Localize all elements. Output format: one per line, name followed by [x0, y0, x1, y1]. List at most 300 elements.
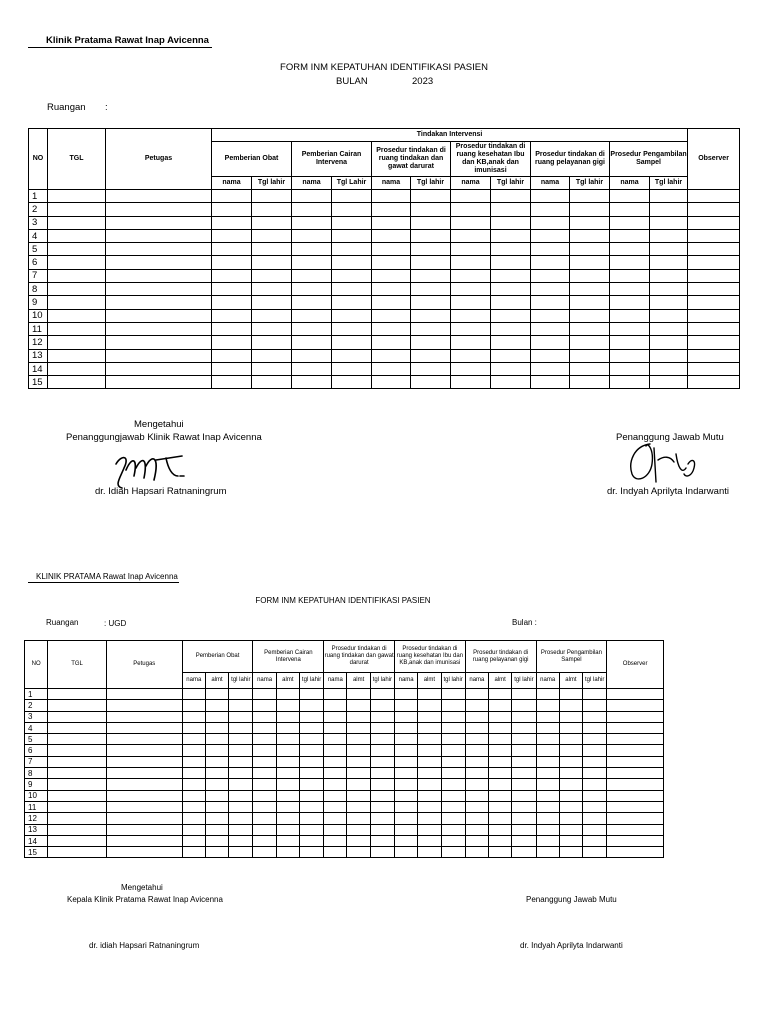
entry-cell[interactable]: [372, 336, 411, 349]
entry-cell-2[interactable]: [583, 847, 607, 858]
entry-cell[interactable]: [610, 229, 650, 242]
entry-cell-2[interactable]: [276, 700, 299, 711]
entry-cell[interactable]: [292, 229, 332, 242]
entry-cell[interactable]: [48, 322, 106, 335]
entry-cell[interactable]: [491, 349, 531, 362]
entry-cell-2[interactable]: [229, 847, 253, 858]
entry-cell-2[interactable]: [607, 790, 664, 801]
entry-cell-2[interactable]: [299, 756, 323, 767]
entry-cell[interactable]: [531, 362, 570, 375]
entry-cell-2[interactable]: [512, 801, 536, 812]
entry-cell-2[interactable]: [324, 700, 347, 711]
entry-cell-2[interactable]: [299, 835, 323, 846]
entry-cell-2[interactable]: [489, 722, 512, 733]
entry-cell-2[interactable]: [229, 700, 253, 711]
entry-cell-2[interactable]: [512, 689, 536, 700]
entry-cell-2[interactable]: [395, 700, 418, 711]
entry-cell[interactable]: [212, 243, 252, 256]
entry-cell[interactable]: [292, 376, 332, 389]
entry-cell-2[interactable]: [418, 700, 441, 711]
entry-cell[interactable]: [106, 216, 212, 229]
entry-cell-2[interactable]: [182, 847, 205, 858]
entry-cell[interactable]: [292, 243, 332, 256]
entry-cell[interactable]: [491, 229, 531, 242]
entry-cell[interactable]: [212, 256, 252, 269]
entry-cell-2[interactable]: [465, 689, 488, 700]
entry-cell[interactable]: [106, 229, 212, 242]
entry-cell-2[interactable]: [299, 734, 323, 745]
entry-cell-2[interactable]: [418, 756, 441, 767]
entry-cell-2[interactable]: [512, 779, 536, 790]
entry-cell-2[interactable]: [324, 835, 347, 846]
entry-cell[interactable]: [372, 349, 411, 362]
entry-cell[interactable]: [372, 203, 411, 216]
entry-cell[interactable]: [252, 269, 292, 282]
entry-cell[interactable]: [491, 190, 531, 203]
entry-cell-2[interactable]: [583, 745, 607, 756]
entry-cell-2[interactable]: [489, 734, 512, 745]
entry-cell-2[interactable]: [106, 768, 182, 779]
entry-cell-2[interactable]: [489, 711, 512, 722]
entry-cell[interactable]: [610, 362, 650, 375]
entry-cell[interactable]: [106, 376, 212, 389]
entry-cell-2[interactable]: [370, 734, 394, 745]
entry-cell[interactable]: [610, 309, 650, 322]
entry-cell-2[interactable]: [276, 745, 299, 756]
entry-cell-2[interactable]: [559, 801, 582, 812]
entry-cell[interactable]: [531, 322, 570, 335]
entry-cell-2[interactable]: [48, 711, 107, 722]
entry-cell-2[interactable]: [370, 824, 394, 835]
entry-cell-2[interactable]: [229, 813, 253, 824]
entry-cell-2[interactable]: [276, 835, 299, 846]
entry-cell[interactable]: [48, 376, 106, 389]
entry-cell[interactable]: [491, 322, 531, 335]
entry-cell[interactable]: [531, 309, 570, 322]
entry-cell-2[interactable]: [347, 700, 370, 711]
entry-cell[interactable]: [650, 376, 688, 389]
entry-cell[interactable]: [570, 269, 610, 282]
entry-cell[interactable]: [650, 349, 688, 362]
entry-cell[interactable]: [650, 309, 688, 322]
entry-cell-2[interactable]: [48, 824, 107, 835]
entry-cell[interactable]: [610, 296, 650, 309]
entry-cell[interactable]: [252, 203, 292, 216]
entry-cell-2[interactable]: [205, 756, 228, 767]
entry-cell-2[interactable]: [536, 779, 559, 790]
entry-cell[interactable]: [531, 269, 570, 282]
entry-cell-2[interactable]: [347, 801, 370, 812]
entry-cell-2[interactable]: [276, 779, 299, 790]
entry-cell[interactable]: [48, 362, 106, 375]
entry-cell[interactable]: [411, 256, 451, 269]
entry-cell-2[interactable]: [370, 689, 394, 700]
entry-cell[interactable]: [106, 203, 212, 216]
entry-cell-2[interactable]: [106, 847, 182, 858]
entry-cell-2[interactable]: [106, 756, 182, 767]
entry-cell[interactable]: [688, 190, 740, 203]
entry-cell[interactable]: [451, 256, 491, 269]
entry-cell-2[interactable]: [489, 847, 512, 858]
entry-cell-2[interactable]: [229, 779, 253, 790]
entry-cell-2[interactable]: [465, 711, 488, 722]
entry-cell[interactable]: [531, 376, 570, 389]
entry-cell-2[interactable]: [512, 722, 536, 733]
entry-cell-2[interactable]: [465, 813, 488, 824]
entry-cell-2[interactable]: [395, 847, 418, 858]
entry-cell[interactable]: [292, 203, 332, 216]
entry-cell-2[interactable]: [48, 801, 107, 812]
entry-cell-2[interactable]: [253, 801, 276, 812]
entry-cell-2[interactable]: [370, 711, 394, 722]
entry-cell[interactable]: [292, 256, 332, 269]
entry-cell-2[interactable]: [395, 813, 418, 824]
entry-cell-2[interactable]: [299, 824, 323, 835]
entry-cell-2[interactable]: [253, 722, 276, 733]
entry-cell[interactable]: [372, 296, 411, 309]
entry-cell[interactable]: [332, 322, 372, 335]
entry-cell-2[interactable]: [441, 824, 465, 835]
entry-cell[interactable]: [570, 296, 610, 309]
entry-cell-2[interactable]: [395, 711, 418, 722]
entry-cell[interactable]: [292, 309, 332, 322]
entry-cell-2[interactable]: [418, 734, 441, 745]
entry-cell-2[interactable]: [395, 722, 418, 733]
entry-cell-2[interactable]: [489, 813, 512, 824]
entry-cell[interactable]: [332, 256, 372, 269]
entry-cell[interactable]: [212, 269, 252, 282]
entry-cell[interactable]: [212, 376, 252, 389]
entry-cell-2[interactable]: [299, 711, 323, 722]
entry-cell-2[interactable]: [324, 734, 347, 745]
entry-cell[interactable]: [292, 336, 332, 349]
entry-cell-2[interactable]: [607, 722, 664, 733]
entry-cell-2[interactable]: [418, 689, 441, 700]
entry-cell-2[interactable]: [370, 790, 394, 801]
entry-cell-2[interactable]: [395, 790, 418, 801]
entry-cell-2[interactable]: [253, 756, 276, 767]
entry-cell-2[interactable]: [418, 711, 441, 722]
entry-cell-2[interactable]: [536, 689, 559, 700]
entry-cell-2[interactable]: [607, 835, 664, 846]
entry-cell-2[interactable]: [489, 779, 512, 790]
entry-cell[interactable]: [491, 362, 531, 375]
entry-cell-2[interactable]: [48, 847, 107, 858]
entry-cell-2[interactable]: [489, 756, 512, 767]
entry-cell-2[interactable]: [48, 689, 107, 700]
entry-cell[interactable]: [688, 322, 740, 335]
entry-cell-2[interactable]: [441, 801, 465, 812]
entry-cell[interactable]: [252, 309, 292, 322]
entry-cell-2[interactable]: [324, 847, 347, 858]
entry-cell[interactable]: [252, 283, 292, 296]
entry-cell-2[interactable]: [205, 813, 228, 824]
entry-cell[interactable]: [411, 203, 451, 216]
entry-cell-2[interactable]: [489, 824, 512, 835]
entry-cell[interactable]: [411, 296, 451, 309]
entry-cell-2[interactable]: [395, 801, 418, 812]
entry-cell-2[interactable]: [441, 813, 465, 824]
entry-cell-2[interactable]: [441, 745, 465, 756]
entry-cell[interactable]: [570, 376, 610, 389]
entry-cell-2[interactable]: [253, 700, 276, 711]
entry-cell-2[interactable]: [347, 689, 370, 700]
entry-cell-2[interactable]: [465, 801, 488, 812]
entry-cell-2[interactable]: [536, 734, 559, 745]
entry-cell-2[interactable]: [559, 745, 582, 756]
entry-cell-2[interactable]: [276, 790, 299, 801]
entry-cell-2[interactable]: [559, 790, 582, 801]
entry-cell[interactable]: [332, 309, 372, 322]
entry-cell-2[interactable]: [253, 790, 276, 801]
entry-cell[interactable]: [292, 283, 332, 296]
entry-cell-2[interactable]: [229, 711, 253, 722]
entry-cell-2[interactable]: [182, 734, 205, 745]
entry-cell[interactable]: [451, 296, 491, 309]
entry-cell-2[interactable]: [489, 768, 512, 779]
entry-cell[interactable]: [650, 336, 688, 349]
entry-cell[interactable]: [688, 362, 740, 375]
entry-cell-2[interactable]: [106, 711, 182, 722]
entry-cell[interactable]: [531, 296, 570, 309]
entry-cell[interactable]: [372, 190, 411, 203]
entry-cell-2[interactable]: [205, 711, 228, 722]
entry-cell-2[interactable]: [253, 847, 276, 858]
entry-cell-2[interactable]: [607, 779, 664, 790]
entry-cell-2[interactable]: [182, 722, 205, 733]
entry-cell-2[interactable]: [106, 722, 182, 733]
entry-cell-2[interactable]: [512, 734, 536, 745]
entry-cell-2[interactable]: [395, 768, 418, 779]
entry-cell-2[interactable]: [395, 824, 418, 835]
entry-cell[interactable]: [451, 283, 491, 296]
entry-cell-2[interactable]: [205, 835, 228, 846]
entry-cell-2[interactable]: [347, 722, 370, 733]
entry-cell[interactable]: [252, 296, 292, 309]
entry-cell-2[interactable]: [347, 824, 370, 835]
entry-cell[interactable]: [106, 362, 212, 375]
entry-cell-2[interactable]: [559, 722, 582, 733]
entry-cell[interactable]: [411, 269, 451, 282]
entry-cell[interactable]: [610, 283, 650, 296]
entry-cell-2[interactable]: [559, 768, 582, 779]
entry-cell-2[interactable]: [559, 813, 582, 824]
entry-cell[interactable]: [252, 256, 292, 269]
entry-cell-2[interactable]: [253, 835, 276, 846]
entry-cell-2[interactable]: [324, 711, 347, 722]
entry-cell-2[interactable]: [48, 779, 107, 790]
entry-cell-2[interactable]: [607, 756, 664, 767]
entry-cell-2[interactable]: [205, 768, 228, 779]
entry-cell-2[interactable]: [347, 790, 370, 801]
entry-cell[interactable]: [372, 376, 411, 389]
entry-cell[interactable]: [451, 190, 491, 203]
entry-cell-2[interactable]: [418, 801, 441, 812]
entry-cell-2[interactable]: [253, 689, 276, 700]
entry-cell-2[interactable]: [182, 779, 205, 790]
entry-cell-2[interactable]: [205, 689, 228, 700]
entry-cell-2[interactable]: [583, 813, 607, 824]
entry-cell[interactable]: [531, 203, 570, 216]
entry-cell-2[interactable]: [299, 847, 323, 858]
entry-cell-2[interactable]: [512, 700, 536, 711]
entry-cell-2[interactable]: [347, 745, 370, 756]
entry-cell-2[interactable]: [441, 711, 465, 722]
entry-cell-2[interactable]: [106, 689, 182, 700]
entry-cell[interactable]: [688, 283, 740, 296]
entry-cell[interactable]: [252, 322, 292, 335]
entry-cell[interactable]: [292, 296, 332, 309]
entry-cell-2[interactable]: [205, 722, 228, 733]
entry-cell-2[interactable]: [489, 745, 512, 756]
entry-cell-2[interactable]: [465, 847, 488, 858]
entry-cell[interactable]: [688, 376, 740, 389]
entry-cell-2[interactable]: [512, 756, 536, 767]
entry-cell-2[interactable]: [536, 745, 559, 756]
entry-cell-2[interactable]: [607, 813, 664, 824]
entry-cell[interactable]: [451, 309, 491, 322]
entry-cell[interactable]: [531, 336, 570, 349]
entry-cell[interactable]: [106, 322, 212, 335]
entry-cell-2[interactable]: [299, 722, 323, 733]
entry-cell[interactable]: [292, 190, 332, 203]
entry-cell-2[interactable]: [489, 835, 512, 846]
entry-cell-2[interactable]: [465, 824, 488, 835]
entry-cell-2[interactable]: [182, 756, 205, 767]
entry-cell[interactable]: [610, 269, 650, 282]
entry-cell[interactable]: [650, 190, 688, 203]
entry-cell-2[interactable]: [536, 790, 559, 801]
entry-cell[interactable]: [688, 349, 740, 362]
entry-cell-2[interactable]: [276, 756, 299, 767]
entry-cell-2[interactable]: [324, 689, 347, 700]
entry-cell-2[interactable]: [441, 768, 465, 779]
entry-cell[interactable]: [332, 336, 372, 349]
entry-cell-2[interactable]: [276, 734, 299, 745]
entry-cell[interactable]: [570, 243, 610, 256]
entry-cell[interactable]: [48, 296, 106, 309]
entry-cell-2[interactable]: [182, 835, 205, 846]
entry-cell[interactable]: [491, 243, 531, 256]
entry-cell-2[interactable]: [276, 824, 299, 835]
entry-cell[interactable]: [212, 296, 252, 309]
entry-cell-2[interactable]: [536, 700, 559, 711]
entry-cell[interactable]: [212, 229, 252, 242]
entry-cell-2[interactable]: [347, 779, 370, 790]
entry-cell-2[interactable]: [395, 756, 418, 767]
entry-cell-2[interactable]: [347, 813, 370, 824]
entry-cell[interactable]: [212, 322, 252, 335]
entry-cell-2[interactable]: [512, 813, 536, 824]
entry-cell-2[interactable]: [253, 711, 276, 722]
entry-cell[interactable]: [252, 190, 292, 203]
entry-cell-2[interactable]: [418, 768, 441, 779]
entry-cell-2[interactable]: [465, 835, 488, 846]
entry-cell[interactable]: [411, 349, 451, 362]
entry-cell-2[interactable]: [182, 824, 205, 835]
entry-cell[interactable]: [48, 203, 106, 216]
entry-cell-2[interactable]: [607, 711, 664, 722]
entry-cell[interactable]: [610, 216, 650, 229]
entry-cell-2[interactable]: [48, 700, 107, 711]
entry-cell-2[interactable]: [370, 801, 394, 812]
entry-cell[interactable]: [688, 309, 740, 322]
entry-cell[interactable]: [688, 336, 740, 349]
entry-cell[interactable]: [570, 190, 610, 203]
entry-cell[interactable]: [411, 376, 451, 389]
entry-cell[interactable]: [570, 203, 610, 216]
entry-cell[interactable]: [292, 322, 332, 335]
entry-cell[interactable]: [491, 336, 531, 349]
entry-cell-2[interactable]: [512, 835, 536, 846]
entry-cell-2[interactable]: [324, 813, 347, 824]
entry-cell-2[interactable]: [324, 801, 347, 812]
entry-cell-2[interactable]: [347, 756, 370, 767]
entry-cell-2[interactable]: [441, 734, 465, 745]
entry-cell[interactable]: [491, 296, 531, 309]
entry-cell[interactable]: [332, 243, 372, 256]
entry-cell-2[interactable]: [205, 847, 228, 858]
entry-cell[interactable]: [372, 283, 411, 296]
entry-cell[interactable]: [332, 362, 372, 375]
entry-cell-2[interactable]: [559, 835, 582, 846]
entry-cell-2[interactable]: [276, 813, 299, 824]
entry-cell-2[interactable]: [465, 790, 488, 801]
entry-cell-2[interactable]: [395, 835, 418, 846]
entry-cell-2[interactable]: [441, 835, 465, 846]
entry-cell-2[interactable]: [536, 824, 559, 835]
entry-cell[interactable]: [650, 229, 688, 242]
entry-cell-2[interactable]: [418, 722, 441, 733]
entry-cell[interactable]: [411, 362, 451, 375]
entry-cell[interactable]: [451, 229, 491, 242]
entry-cell[interactable]: [332, 283, 372, 296]
entry-cell[interactable]: [212, 309, 252, 322]
entry-cell-2[interactable]: [559, 734, 582, 745]
entry-cell[interactable]: [650, 322, 688, 335]
entry-cell-2[interactable]: [583, 722, 607, 733]
entry-cell[interactable]: [650, 362, 688, 375]
entry-cell[interactable]: [610, 322, 650, 335]
entry-cell[interactable]: [372, 229, 411, 242]
entry-cell[interactable]: [491, 283, 531, 296]
entry-cell-2[interactable]: [607, 768, 664, 779]
entry-cell-2[interactable]: [106, 779, 182, 790]
entry-cell[interactable]: [411, 243, 451, 256]
entry-cell-2[interactable]: [229, 824, 253, 835]
entry-cell-2[interactable]: [182, 700, 205, 711]
entry-cell-2[interactable]: [253, 745, 276, 756]
entry-cell-2[interactable]: [583, 734, 607, 745]
entry-cell-2[interactable]: [182, 768, 205, 779]
entry-cell[interactable]: [650, 256, 688, 269]
entry-cell[interactable]: [491, 203, 531, 216]
entry-cell-2[interactable]: [465, 722, 488, 733]
entry-cell[interactable]: [688, 229, 740, 242]
entry-cell-2[interactable]: [106, 790, 182, 801]
entry-cell-2[interactable]: [418, 779, 441, 790]
entry-cell-2[interactable]: [607, 700, 664, 711]
entry-cell[interactable]: [106, 190, 212, 203]
entry-cell-2[interactable]: [229, 768, 253, 779]
entry-cell[interactable]: [451, 203, 491, 216]
entry-cell-2[interactable]: [512, 824, 536, 835]
entry-cell[interactable]: [212, 362, 252, 375]
entry-cell-2[interactable]: [299, 768, 323, 779]
entry-cell[interactable]: [411, 283, 451, 296]
entry-cell-2[interactable]: [489, 689, 512, 700]
entry-cell-2[interactable]: [324, 722, 347, 733]
